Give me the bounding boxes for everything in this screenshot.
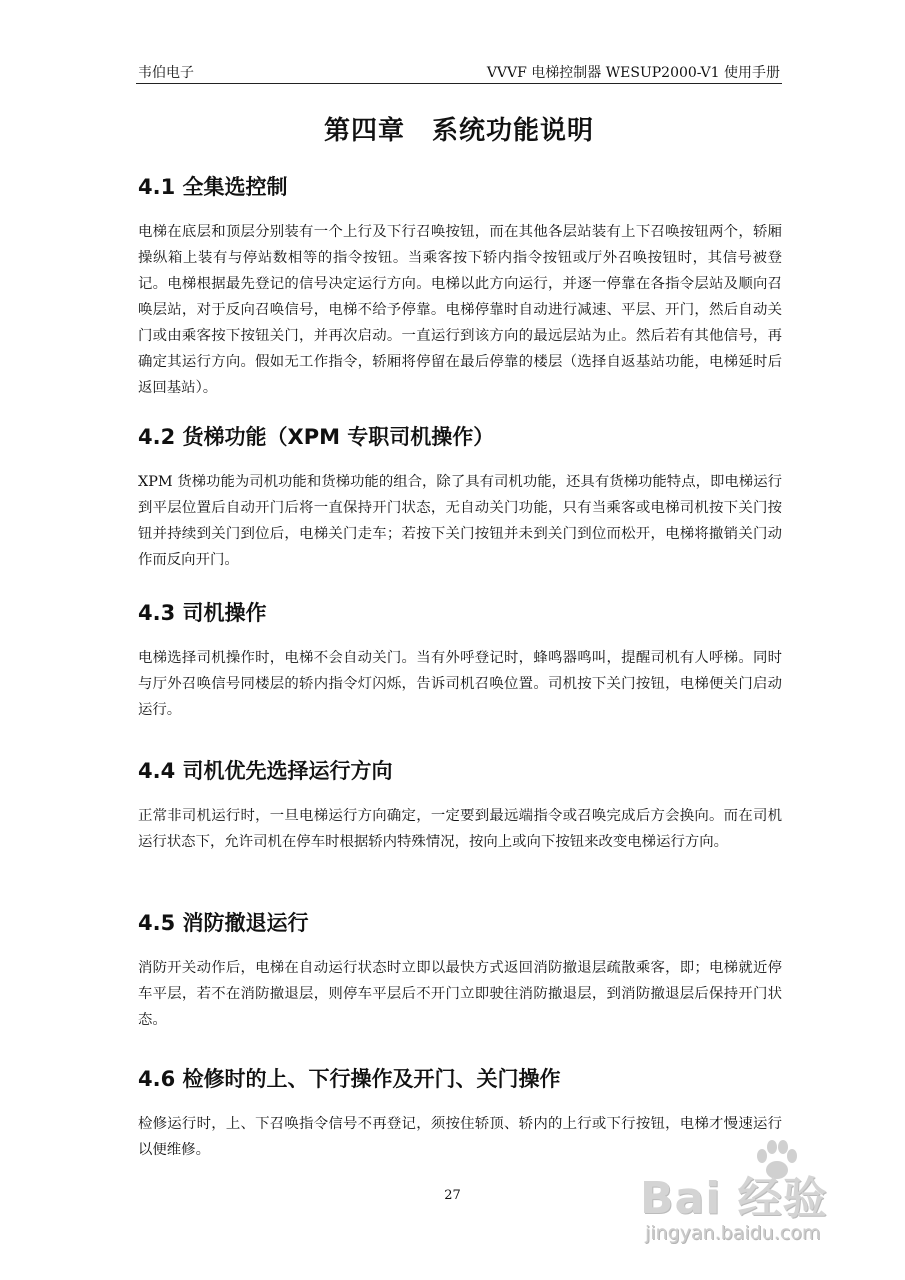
chapter-title: 第四章 系统功能说明 [323,116,594,146]
page-number: 27 [444,1188,461,1203]
section-body: 正常非司机运行时，一旦电梯运行方向确定，一定要到最远端指令或召唤完成后方会换向。而在司机运行状态下，允许司机在停车时根据轿内特殊情况，按向上或向下按钮来改变电梯运行方向。 [138,808,782,850]
header-company: 韦伯电子 [138,65,194,81]
section-body: 消防开关动作后，电梯在自动运行状态时立即以最快方式返回消防撤退层疏散乘客，即；电梯就近停车平层，若不在消防撤退层，则停车平层后不开门立即驶往消防撤退层，到消防撤退层后保持开门状态。 [138,960,782,1028]
section-title: 4.1 全集选控制 [138,175,288,199]
section-title: 4.2 货梯功能（XPM 专职司机操作） [138,425,495,449]
section-title: 4.5 消防撤退运行 [138,911,309,935]
section-4-3 [138,597,782,723]
section-4-1 [138,171,782,401]
header-divider [136,83,782,84]
section-body: 检修运行时，上、下召唤指令信号不再登记，须按住轿顶、轿内的上行或下行按钮，电梯才慢速运行以便维修。 [138,1116,782,1158]
section-body: XPM 货梯功能为司机功能和货梯功能的组合，除了具有司机功能，还具有货梯功能特点，即电梯运行到平层位置后自动开门后将一直保持开门状态，无自动关门功能，只有当乘客或电梯司机按下关门按钮并持续到关门到位后，电梯关门走车；若按下关门按钮并未到关门到位而松开，电梯将撤销关门动作而反向开门。 [138,474,782,568]
watermark-logo: Bai 经验 [640,1173,828,1224]
section-title: 4.3 司机操作 [138,601,267,625]
section-4-2 [138,421,782,573]
section-4-5 [138,907,782,1033]
section-body: 电梯在底层和顶层分别装有一个上行及下行召唤按钮，而在其他各层站装有上下召唤按钮两个，轿厢操纵箱上装有与停站数相等的指令按钮。当乘客按下轿内指令按钮或厅外召唤按钮时，其信号被登记。电梯根据最先登记的信号决定运行方向。电梯以此方向运行，并逐一停靠在各指令层站及顺向召唤层站，对于反向召唤信号，电梯不给予停靠。电梯停靠时自动进行减速、平层、开门，然后自动关门或由乘客按下按钮关门，并再次启动。一直运行到该方向的最远层站为止。然后若有其他信号，再确定其运行方向。假如无工作指令，轿厢将停留在最后停靠的楼层（选择自返基站功能，电梯延时后返回基站）。 [138,224,782,396]
section-body: 电梯选择司机操作时，电梯不会自动关门。当有外呼登记时，蜂鸣器鸣叫，提醒司机有人呼梯。同时与厅外召唤信号同楼层的轿内指令灯闪烁，告诉司机召唤位置。司机按下关门按钮，电梯便关门启动运行。 [138,650,782,718]
header-manual-title: VVVF 电梯控制器 WESUP2000-V1 使用手册 [486,65,780,81]
baidu-watermark [640,1140,880,1270]
section-4-4 [138,755,782,855]
section-title: 4.4 司机优先选择运行方向 [138,759,393,783]
watermark-url: jingyan.baidu.com [645,1222,821,1244]
section-title: 4.6 检修时的上、下行操作及开门、关门操作 [138,1067,561,1091]
